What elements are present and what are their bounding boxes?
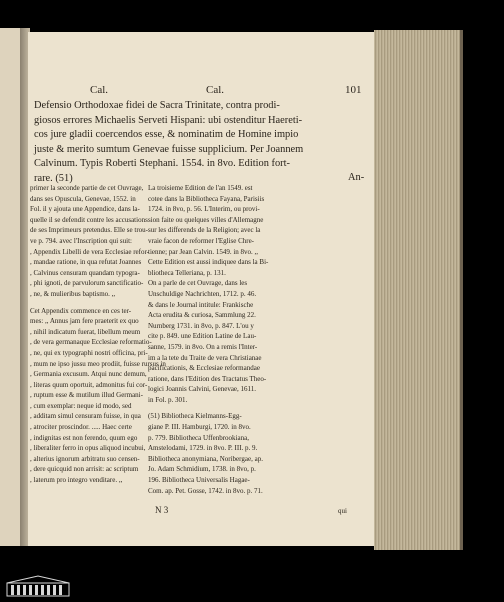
- catchword: An-: [348, 172, 365, 183]
- column-line: , de vera germanaque Ecclesiae reformatio-: [30, 338, 152, 347]
- column-line: , literas quum oportuit, admonitus fui cor-: [30, 380, 148, 389]
- left-page-edge: [0, 28, 22, 546]
- column-line: , Appendix Libelli de vera Ecclesiae refor-: [30, 247, 149, 256]
- column-line: giane P. III. Hamburgi, 1720. in 8vo.: [148, 423, 251, 432]
- column-line: logici Joannis Calvini, Genevae, 1611.: [148, 385, 257, 394]
- column-line: , alterius ignorum arbitratu suo censen-: [30, 454, 140, 463]
- column-line: , cum exemplar: neque id modo, sed: [30, 401, 132, 410]
- column-line: Nurnberg 1731. in 8vo, p. 847. L'ou y: [148, 321, 254, 330]
- column-line: bliotheca Telleriana, p. 131.: [148, 268, 226, 277]
- column-line: , ne, & mulieribus baptismo. ,,: [30, 289, 116, 298]
- column-line: quelle il se defendit contre les accusations: [30, 215, 148, 224]
- column-line: (51) Bibliotheca Kielmanns-Egg-: [148, 412, 242, 421]
- column-line: , laterum pro integro venditare. ,,: [30, 476, 123, 485]
- column-line: sur les differends de la Religion; avec la: [148, 226, 261, 235]
- column-line: Amstelodami, 1729. in 8vo. P. III. p. 9.: [148, 444, 258, 453]
- page-number: 101: [345, 84, 362, 96]
- main-paragraph: [34, 99, 303, 187]
- left-column: [30, 183, 166, 486]
- column-line: La troisieme Edition de l'an 1549. est: [148, 184, 253, 192]
- main-line: Defensio Orthodoxae fidei de Sacra Trinitate, contra prodi-: [34, 100, 280, 111]
- footer-catchword: qui: [338, 507, 347, 515]
- column-line: , additam simul censuram fuisse, in qua: [30, 412, 141, 421]
- right-running-head: Cal.: [206, 84, 225, 96]
- column-line: mes: ,, Annus jam fere praeterit ex quo: [30, 317, 139, 326]
- column-line: Cet Appendix commence en ces ter-: [30, 306, 132, 315]
- column-line: Fol. il y ajouta une Appendice, dans la-: [30, 205, 140, 214]
- column-line: de ses Imprimeurs pretendus. Elle se trou-: [30, 226, 148, 235]
- column-line: cite p. 849. une Edition Latine de Lau-: [148, 332, 257, 341]
- column-line: tienne; par Jean Calvin. 1549. in 8vo. ,,: [148, 247, 259, 256]
- right-column: [148, 183, 268, 496]
- column-line: 196. Bibliotheca Universalis Hagae-: [148, 476, 250, 485]
- column-line: , atrociter proscindor. ..... Haec certe: [30, 423, 132, 432]
- main-line: juste & merito sumtum Genevae fuisse supplicium. Per Joannem: [34, 143, 304, 155]
- main-line: Calvinum. Typis Roberti Stephani. 1554. in 8vo. Edition fort-: [34, 158, 290, 170]
- column-line: sanne, 1579. in 8vo. On a remis l'Inter-: [148, 342, 258, 351]
- column-line: im a la tete du Traite de vera Christianae: [148, 353, 262, 362]
- column-line: primer la seconde partie de cet Ouvrage,: [30, 184, 144, 192]
- column-line: pacificationis, & Ecclesiae reformandae: [148, 364, 260, 373]
- column-line: & dans le Journal intitule: Frankische: [148, 300, 254, 309]
- signature-mark: N 3: [155, 505, 169, 515]
- column-line: , Calvinus censuram quandam typogra-: [30, 268, 140, 277]
- main-line: cos jure gladii coercendos esse, & nominatim de Homine impio: [34, 129, 299, 141]
- column-line: , ne, qui ex typographi nostri officina, pri-: [30, 348, 148, 357]
- column-line: , mandae ratione, in qua refutat Joannes: [30, 258, 142, 267]
- column-line: , indignitas est non ferendo, quum ego: [30, 433, 138, 442]
- column-line: On a parle de cet Ouvrage, dans les: [148, 279, 248, 288]
- column-line: Cette Edition est aussi indiquee dans la Bi-: [148, 258, 269, 267]
- page-edges-fore-edge: [374, 30, 463, 550]
- column-line: , nihil indicatum fuerat, libellum meum: [30, 327, 141, 336]
- column-line: ratione, dans l'Edition des Tractatus Theo-: [148, 374, 267, 383]
- column-line: , liberaliter ferro in opus aliquod incubui,: [30, 444, 146, 453]
- column-line: Jo. Adam Schmidium, 1738. in 8vo, p.: [148, 465, 256, 474]
- column-line: dans ses Opuscula, Genevae, 1552. in: [30, 194, 136, 203]
- main-line: giosos errores Michaelis Serveti Hispani: ubi ostenditur Haereti-: [34, 114, 303, 126]
- column-line: in Fol. p. 301.: [148, 395, 188, 404]
- column-line: cotee dans la Bibliotheca Fayana, Parisiis: [148, 194, 265, 203]
- column-line: , phi ignoti, de parvulorum sanctificatio-: [30, 279, 144, 288]
- column-line: vraie facon de reformer l'Eglise Chre-: [148, 236, 255, 245]
- column-line: 1724. in 8vo, p. 56. L'Interim, ou provi-: [148, 205, 260, 214]
- column-line: ve p. 794. avec l'Inscription qui suit:: [30, 236, 132, 245]
- column-line: Bibliotheca anonymiana, Noribergae, ap.: [148, 454, 263, 463]
- column-line: , Germania excusum. Atqui nunc demum,: [30, 370, 147, 379]
- column-line: , dere quicquid non arrisit: ac scriptum: [30, 465, 139, 474]
- column-line: Unschuldige Nachrichten, 1712. p. 46.: [148, 289, 257, 298]
- column-line: , mum ne ipso jussu meo prodiit, fuisse rursus in: [30, 359, 166, 368]
- left-running-head: Cal.: [90, 84, 109, 96]
- column-line: sion faite ou quelques villes d'Allemagne: [148, 215, 264, 224]
- column-line: Com. ap. Pet. Gosse, 1742. in 8vo. p. 71.: [148, 486, 263, 495]
- column-line: , ruptum esse & mutilum illud Germani-: [30, 391, 143, 400]
- column-line: p. 779. Bibliotheca Uffenbrookiana,: [148, 433, 249, 442]
- library-logo-icon: [6, 575, 70, 602]
- column-line: Acta erudita & curiosa, Sammlung 22.: [148, 311, 256, 320]
- main-line: rare. (51): [34, 172, 73, 184]
